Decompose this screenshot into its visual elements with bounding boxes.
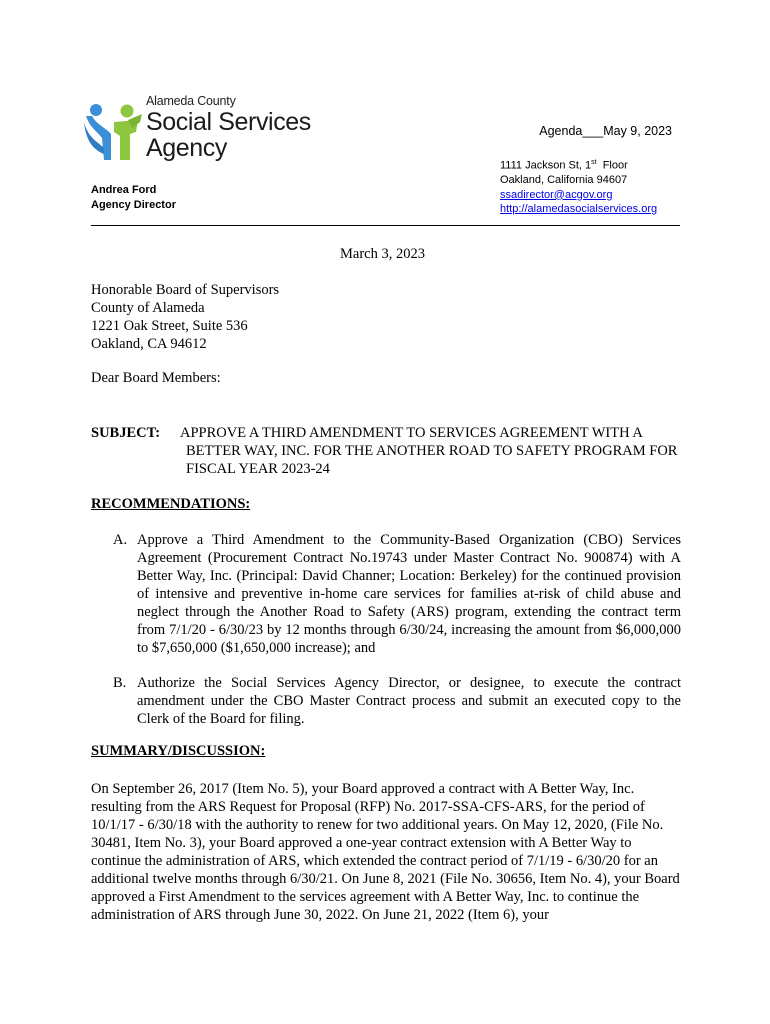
address-street: 1111 Jackson St, 1st Floor <box>500 159 628 172</box>
agency-address <box>500 156 657 217</box>
subject-label: SUBJECT: <box>91 425 161 441</box>
recommendation-marker: A. <box>113 532 128 548</box>
agenda-line: Agenda___May 9, 2023 <box>539 124 672 138</box>
director-title: Agency Director <box>91 199 176 211</box>
logo-county-text: Alameda County <box>146 94 236 108</box>
summary-heading: SUMMARY/DISCUSSION: <box>91 743 266 759</box>
recipient-address <box>91 281 279 353</box>
recipient-line: Honorable Board of Supervisors <box>91 282 280 298</box>
logo-title-line1: Social Services <box>146 108 311 136</box>
recommendations-heading: RECOMMENDATIONS: <box>91 496 251 512</box>
recipient-line: County of Alameda <box>91 300 205 316</box>
recommendation-marker: B. <box>113 675 127 691</box>
salutation: Dear Board Members: <box>91 370 221 386</box>
recipient-line: 1221 Oak Street, Suite 536 <box>91 318 248 334</box>
website-link[interactable]: http://alamedasocialservices.org <box>500 203 658 216</box>
header-divider <box>91 225 680 226</box>
email-link[interactable]: ssadirector@acgov.org <box>500 188 613 201</box>
director-name: Andrea Ford <box>91 184 157 196</box>
agency-logo-icon <box>84 98 144 162</box>
recommendation-text: Approve a Third Amendment to the Community-Based Organization (CBO) Services Agreement (Procurement Contract No.19743 under Master Contract No. 900874) with A Better Way, Inc. (Principal: David Channer; Location: Berkeley) for the continued provision of intensive and preventive in-home care services for families at-risk of child abuse and neglect through the Another Road to Safety (ARS) program, extending the contract term from 7/1/20 - 6/30/23 by 12 months through 6/30/24, increasing the amount from $6,000,000 to $7,650,000 ($1,650,000 increase); and <box>137 532 681 656</box>
address-city: Oakland, California 94607 <box>500 174 628 187</box>
subject-text: APPROVE A THIRD AMENDMENT TO SERVICES AGREEMENT WITH A BETTER WAY, INC. FOR THE ANOTHER ROAD TO SAFETY PROGRAM FOR FISCAL YEAR 2023-24 <box>180 425 678 477</box>
summary-paragraph: On September 26, 2017 (Item No. 5), your Board approved a contract with A Better Way, Inc. resulting from the ARS Request for Proposal (RFP) No. 2017-SSA-CFS-ARS, for the period of 10/1/17 - 6/30/18 with the authority to renew for two additional years. On May 12, 2020, (File No. 30481, Item No. 3), your Board approved a one-year contract extension with A Better Way to continue the administration of ARS, which extended the contract period of 7/1/19 - 6/30/20 for an additional twelve months through 6/30/21. On June 8, 2021 (File No. 30656, Item No. 4), your Board approved a First Amendment to the services agreement with A Better Way, Inc. to continue the administration of ARS through June 30, 2022. On June 21, 2022 (Item 6), your <box>91 781 680 923</box>
director-block <box>91 183 176 213</box>
agency-logo <box>84 92 314 172</box>
recommendation-text: Authorize the Social Services Agency Director, or designee, to execute the contract amendment under the CBO Master Contract process and submit an executed copy to the Clerk of the Board for filing. <box>137 675 681 727</box>
logo-title-line2: Agency <box>146 134 227 162</box>
letter-date: March 3, 2023 <box>340 246 425 262</box>
recipient-line: Oakland, CA 94612 <box>91 336 207 352</box>
